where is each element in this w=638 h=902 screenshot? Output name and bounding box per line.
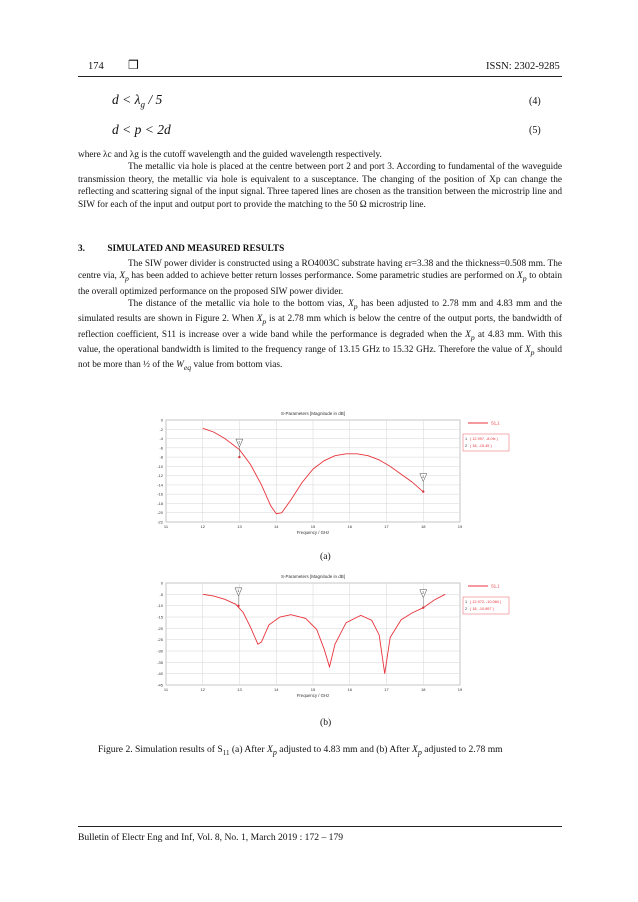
issn: ISSN: 2302-9285	[486, 61, 560, 72]
x-tick-label: 11	[163, 687, 169, 692]
marker-table-value: ( 18, -15.45 )	[470, 444, 492, 448]
figure-a-label: (a)	[320, 551, 331, 562]
chart-title: S-Parameters [Magnitude in dB]	[280, 411, 346, 416]
intro-paragraphs	[78, 149, 562, 211]
x-tick-label: 12	[200, 687, 205, 692]
chart-title: S-Parameters [Magnitude in dB]	[280, 574, 346, 579]
equation-5-number: (5)	[529, 125, 541, 136]
chart-b	[140, 571, 510, 706]
x-tick-label: 17	[384, 687, 389, 692]
x-tick-label: 18	[421, 687, 426, 692]
section-title: SIMULATED AND MEASURED RESULTS	[107, 244, 285, 254]
footer-rule	[78, 826, 562, 827]
y-tick-label: -5	[159, 591, 163, 597]
y-tick-label: -20	[157, 625, 163, 631]
y-tick-label: -8	[159, 454, 163, 460]
y-tick-label: -15	[157, 614, 163, 620]
marker-id: 1	[237, 589, 240, 594]
y-tick-label: -12	[157, 473, 163, 479]
equation-4: $d < \lambda_g / 5$	[112, 92, 163, 110]
results-paragraphs	[78, 258, 562, 374]
x-tick-label: 11	[163, 524, 169, 529]
marker-table-id: 1	[465, 437, 468, 441]
equation-4-number: (4)	[529, 96, 541, 107]
x-tick-label: 14	[274, 524, 279, 529]
section-heading	[78, 244, 284, 254]
x-tick-label: 14	[274, 687, 279, 692]
y-tick-label: -25	[157, 637, 163, 643]
x-tick-label: 16	[347, 524, 352, 529]
marker-table-value: ( 12.997, -8.0fx )	[470, 437, 498, 441]
x-tick-label: 19	[457, 687, 463, 692]
x-tick-label: 17	[384, 524, 389, 529]
marker-id: 1	[238, 440, 241, 445]
marker-table-id: 2	[465, 607, 468, 611]
x-tick-label: 19	[457, 524, 463, 529]
x-tick-label: 18	[421, 524, 426, 529]
y-tick-label: -30	[157, 648, 163, 654]
x-tick-label: 15	[310, 687, 316, 692]
marker-table-value: ( 12.972, -10.084 )	[470, 600, 502, 604]
x-tick-label: 13	[237, 687, 242, 692]
y-tick-label: 0	[160, 580, 163, 586]
x-tick-label: 16	[347, 687, 352, 692]
header-rule	[78, 76, 562, 77]
y-tick-label: -4	[159, 436, 163, 442]
marker-table-id: 2	[465, 444, 468, 448]
y-tick-label: -18	[157, 500, 163, 506]
section-number: 3.	[78, 244, 85, 254]
distance-paragraph: The distance of the metallic via hole to the bottom vias, $X_p$ has been adjusted to 2.78 mm and 4.83 mm and the simulated results are shown in Figure 2. When $X_p$ is at 2.78 mm which is below the centre of the output ports, the bandwidth of reflection coefficient, S11 is increase over a wide band while the performance is degraded when the $X_p$ at 4.83 mm. With this value, the operational bandwidth is limited to the frequency range of 13.15 GHz to 15.32 GHz. Therefore the value of $X_p$ should not be more than ½ of the $W_{eq}$ value from bottom vias.	[78, 299, 563, 372]
y-tick-label: -6	[159, 445, 163, 451]
square-bullet-icon: ❒	[128, 58, 139, 72]
marker-id: 2	[422, 590, 425, 595]
figure-caption: Figure 2. Simulation results of $S_{11}$ (a) After $X_p$ adjusted to 4.83 mm and (b) After $X_p$ adjusted to 2.78 mm	[98, 744, 503, 757]
figure-b-label: (b)	[320, 717, 332, 728]
substrate-paragraph: The SIW power divider is constructed using a RO4003C substrate having εr=3.38 and the thickness=0.508 mm. The centre via, $X_p$ has been added to achieve better return losses performance. Some parametric studies are performed on $X_p$ to obtain the overall optimized performance on the proposed SIW power divider.	[78, 259, 563, 297]
where-line: where λc and λg is the cutoff wavelength and the guided wavelength respectively.	[78, 150, 382, 160]
via-hole-paragraph: The metallic via hole is placed at the centre between port 2 and port 3. According to fundamental of the waveguide transmission theory, the metallic via hole is equivalent to a susceptance. The changing of the position of Xp can change the reflecting and scattering signal of the input signal. Three tapered lines are chosen as the transition between the microstrip line and SIW for each of the input and output port to provide the matching to the 50 Ω microstrip line.	[78, 162, 562, 210]
footer-citation: Bulletin of Electr Eng and Inf, Vol. 8, No. 1, March 2019 : 172 – 179	[78, 832, 344, 843]
legend-label: S1,1	[491, 420, 500, 426]
x-axis-label: Frequency / GHz	[296, 530, 330, 535]
y-tick-label: -20	[157, 510, 163, 516]
chart-a	[140, 408, 510, 543]
x-tick-label: 12	[200, 524, 205, 529]
y-tick-label: -10	[157, 463, 163, 469]
equation-5: d < p < 2d	[112, 122, 171, 137]
x-tick-label: 13	[237, 524, 242, 529]
y-tick-label: 0	[160, 417, 163, 423]
marker-table-id: 1	[465, 600, 468, 604]
marker-id: 2	[422, 474, 425, 479]
y-tick-label: -2	[159, 426, 163, 432]
page-number: 174	[88, 61, 104, 72]
y-tick-label: -16	[157, 491, 163, 497]
y-tick-label: -35	[157, 659, 163, 665]
marker-table-value: ( 18, -10.897 )	[470, 607, 494, 611]
y-tick-label: -14	[157, 482, 163, 488]
y-tick-label: -10	[157, 603, 163, 609]
x-tick-label: 15	[310, 524, 316, 529]
y-tick-label: -22	[157, 519, 163, 525]
legend-label: S1,1	[491, 583, 500, 589]
y-tick-label: -40	[157, 671, 163, 677]
x-axis-label: Frequency / GHz	[296, 693, 330, 698]
y-tick-label: -45	[157, 682, 163, 688]
